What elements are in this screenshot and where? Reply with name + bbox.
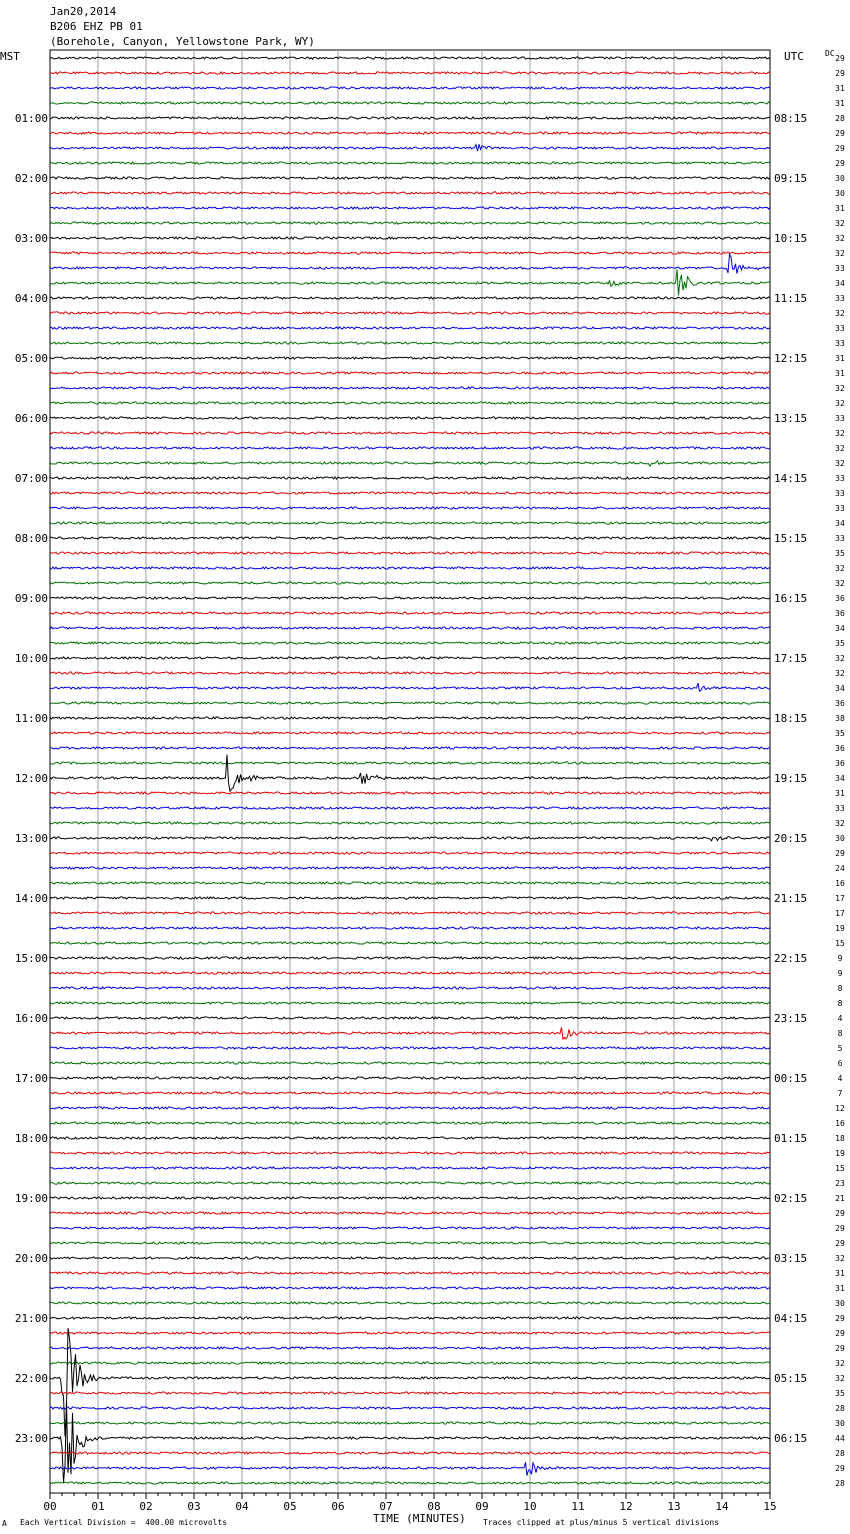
footer-division-note: Each Vertical Division = 400.00 microvolts [20, 1518, 228, 1527]
x-tick-label: 03 [187, 1500, 201, 1513]
x-tick-label: 08 [427, 1500, 441, 1513]
trace-row-68 [50, 1077, 770, 1079]
dc-offset-label: 29 [835, 144, 845, 153]
mst-time-label: 20:00 [14, 1252, 48, 1265]
mst-time-label: 12:00 [14, 772, 48, 785]
x-tick-label: 04 [235, 1500, 249, 1513]
trace-row-14 [50, 254, 770, 273]
trace-row-55 [50, 882, 770, 884]
dc-offset-label: 31 [835, 99, 845, 108]
mst-time-label: 04:00 [14, 292, 48, 305]
mst-time-label: 05:00 [14, 352, 48, 365]
dc-offset-label: 36 [835, 609, 845, 618]
trace-row-88 [50, 1328, 770, 1436]
dc-offset-label: 33 [835, 324, 845, 333]
dc-offset-label: 32 [835, 579, 845, 588]
footer-mark: A [2, 1519, 7, 1528]
trace-row-25 [50, 432, 770, 434]
trace-row-53 [50, 852, 770, 854]
utc-time-label: 20:15 [774, 832, 808, 845]
dc-offset-label: 33 [835, 489, 845, 498]
dc-offset-label: 31 [835, 204, 845, 213]
x-tick-label: 07 [379, 1500, 393, 1513]
trace-row-36 [50, 597, 770, 599]
dc-offset-label: 33 [835, 339, 845, 348]
trace-row-60 [50, 957, 770, 959]
mst-time-label: 13:00 [14, 832, 48, 845]
dc-offset-label: 35 [835, 1389, 845, 1398]
trace-row-71 [50, 1122, 770, 1124]
trace-row-85 [50, 1332, 770, 1334]
trace-row-93 [50, 1452, 770, 1454]
mst-time-label: 07:00 [14, 472, 48, 485]
trace-row-15 [50, 269, 770, 295]
trace-row-42 [50, 683, 770, 691]
trace-row-40 [50, 657, 770, 659]
dc-offset-label: 32 [835, 459, 845, 468]
dc-offset-label: 29 [835, 69, 845, 78]
trace-row-43 [50, 702, 770, 704]
dc-offset-label: 30 [835, 174, 845, 183]
dc-offset-label: 35 [835, 639, 845, 648]
trace-row-82 [50, 1287, 770, 1289]
trace-row-44 [50, 717, 770, 719]
trace-row-13 [50, 252, 770, 254]
dc-offset-label: 29 [835, 159, 845, 168]
x-tick-label: 11 [571, 1500, 585, 1513]
utc-time-label: 15:15 [774, 532, 808, 545]
dc-offset-label: 33 [835, 504, 845, 513]
mst-time-label: 09:00 [14, 592, 48, 605]
trace-row-72 [50, 1137, 770, 1139]
utc-time-label: 05:15 [774, 1372, 808, 1385]
dc-offset-label: 32 [835, 669, 845, 678]
dc-offset-label: 28 [835, 1404, 845, 1413]
dc-offset-label: 34 [835, 519, 845, 528]
mst-time-label: 21:00 [14, 1312, 48, 1325]
trace-row-84 [50, 1317, 770, 1319]
dc-offset-label: 34 [835, 279, 845, 288]
dc-offset-label: 35 [835, 549, 845, 558]
trace-row-5 [50, 132, 770, 134]
trace-row-6 [50, 144, 770, 151]
dc-offset-label: 32 [835, 399, 845, 408]
trace-row-3 [50, 102, 770, 104]
trace-row-41 [50, 672, 770, 674]
trace-row-87 [50, 1362, 770, 1364]
x-tick-label: 09 [475, 1500, 489, 1513]
trace-row-19 [50, 342, 770, 344]
trace-row-57 [50, 912, 770, 914]
dc-offset-label: 19 [835, 1149, 845, 1158]
trace-row-47 [50, 762, 770, 764]
x-tick-label: 06 [331, 1500, 345, 1513]
mst-time-label: 22:00 [14, 1372, 48, 1385]
mst-time-label: 14:00 [14, 892, 48, 905]
dc-offset-label: 31 [835, 369, 845, 378]
mst-time-label: 23:00 [14, 1432, 48, 1445]
dc-offset-label: 5 [837, 1044, 843, 1053]
trace-row-38 [50, 627, 770, 629]
mst-time-label: 02:00 [14, 172, 48, 185]
dc-offset-label: 32 [835, 249, 845, 258]
trace-row-76 [50, 1197, 770, 1199]
trace-row-10 [50, 207, 770, 209]
utc-time-label: 01:15 [774, 1132, 808, 1145]
footer-clip-note: Traces clipped at plus/minus 5 vertical divisions [483, 1518, 720, 1527]
trace-row-52 [50, 837, 770, 841]
mst-time-label: 01:00 [14, 112, 48, 125]
dc-offset-label: 33 [835, 414, 845, 423]
x-tick-label: 02 [139, 1500, 153, 1513]
dc-label: DC [825, 49, 835, 58]
utc-time-label: 17:15 [774, 652, 808, 665]
trace-row-51 [50, 822, 770, 824]
trace-row-0 [50, 57, 770, 59]
dc-offset-label: 36 [835, 759, 845, 768]
dc-offset-label: 32 [835, 1374, 845, 1383]
dc-offset-label: 16 [835, 879, 845, 888]
dc-offset-label: 8 [837, 999, 843, 1008]
trace-row-73 [50, 1152, 770, 1154]
dc-offset-label: 32 [835, 819, 845, 828]
dc-offset-label: 29 [835, 1224, 845, 1233]
utc-time-label: 09:15 [774, 172, 808, 185]
trace-row-83 [50, 1302, 770, 1304]
x-tick-label: 14 [715, 1500, 729, 1513]
dc-offset-label: 32 [835, 309, 845, 318]
utc-time-label: 21:15 [774, 892, 808, 905]
trace-row-56 [50, 897, 770, 899]
dc-offset-label: 36 [835, 699, 845, 708]
dc-offset-label: 30 [835, 1299, 845, 1308]
trace-row-81 [50, 1272, 770, 1274]
dc-offset-label: 31 [835, 354, 845, 363]
dc-offset-label: 35 [835, 729, 845, 738]
dc-offset-label: 23 [835, 1179, 845, 1188]
dc-offset-label: 34 [835, 774, 845, 783]
trace-row-79 [50, 1242, 770, 1244]
mst-time-label: 16:00 [14, 1012, 48, 1025]
trace-row-46 [50, 747, 770, 749]
dc-offset-label: 32 [835, 429, 845, 438]
trace-row-27 [50, 461, 770, 466]
utc-time-label: 14:15 [774, 472, 808, 485]
dc-offset-label: 32 [835, 444, 845, 453]
trace-row-11 [50, 222, 770, 224]
dc-offset-label: 28 [835, 114, 845, 123]
trace-row-63 [50, 1002, 770, 1004]
trace-row-16 [50, 297, 770, 299]
dc-offset-label: 7 [837, 1089, 843, 1098]
trace-row-65 [50, 1028, 770, 1040]
trace-row-45 [50, 732, 770, 734]
dc-offset-label: 38 [835, 714, 845, 723]
dc-offset-label: 31 [835, 789, 845, 798]
dc-offset-label: 29 [835, 1329, 845, 1338]
utc-time-label: 00:15 [774, 1072, 808, 1085]
dc-offset-label: 33 [835, 534, 845, 543]
utc-time-label: 03:15 [774, 1252, 808, 1265]
mst-time-label: 18:00 [14, 1132, 48, 1145]
mst-time-label: 19:00 [14, 1192, 48, 1205]
trace-row-69 [50, 1092, 770, 1094]
dc-offset-label: 33 [835, 294, 845, 303]
x-tick-label: 12 [619, 1500, 633, 1513]
trace-row-78 [50, 1227, 770, 1229]
trace-row-28 [50, 477, 770, 479]
trace-row-2 [50, 87, 770, 89]
trace-row-17 [50, 312, 770, 314]
trace-row-66 [50, 1047, 770, 1049]
dc-offset-label: 32 [835, 384, 845, 393]
dc-offset-label: 30 [835, 189, 845, 198]
dc-offset-label: 29 [835, 54, 845, 63]
dc-offset-label: 29 [835, 1209, 845, 1218]
trace-row-95 [50, 1482, 770, 1484]
trace-row-20 [50, 357, 770, 359]
dc-offset-label: 36 [835, 594, 845, 603]
dc-offset-label: 17 [835, 909, 845, 918]
trace-row-77 [50, 1212, 770, 1214]
dc-offset-label: 4 [837, 1074, 843, 1083]
dc-offset-label: 32 [835, 564, 845, 573]
dc-offset-label: 31 [835, 1284, 845, 1293]
dc-offset-label: 32 [835, 234, 845, 243]
trace-row-1 [50, 72, 770, 74]
trace-row-9 [50, 192, 770, 194]
trace-row-67 [50, 1062, 770, 1064]
trace-row-33 [50, 552, 770, 554]
dc-offset-label: 19 [835, 924, 845, 933]
trace-row-21 [50, 372, 770, 374]
trace-row-48 [50, 755, 770, 792]
utc-time-label: 22:15 [774, 952, 808, 965]
x-axis-label: TIME (MINUTES) [373, 1512, 466, 1525]
dc-offset-label: 29 [835, 849, 845, 858]
dc-offset-label: 31 [835, 84, 845, 93]
dc-offset-label: 30 [835, 1419, 845, 1428]
mst-time-label: 17:00 [14, 1072, 48, 1085]
trace-row-80 [50, 1257, 770, 1259]
header-location: (Borehole, Canyon, Yellowstone Park, WY) [50, 35, 315, 48]
trace-row-24 [50, 417, 770, 419]
dc-offset-label: 36 [835, 744, 845, 753]
dc-offset-label: 29 [835, 1239, 845, 1248]
dc-offset-label: 28 [835, 1449, 845, 1458]
utc-time-label: 16:15 [774, 592, 808, 605]
trace-row-35 [50, 582, 770, 584]
trace-row-30 [50, 507, 770, 509]
trace-row-90 [50, 1407, 770, 1409]
dc-offset-label: 28 [835, 1479, 845, 1488]
trace-row-18 [50, 327, 770, 329]
dc-offset-label: 8 [837, 984, 843, 993]
dc-offset-label: 17 [835, 894, 845, 903]
dc-offset-label: 29 [835, 1314, 845, 1323]
x-tick-label: 15 [763, 1500, 777, 1513]
dc-offset-label: 9 [837, 954, 843, 963]
trace-row-74 [50, 1167, 770, 1169]
header-station: B206 EHZ PB 01 [50, 20, 143, 33]
trace-row-8 [50, 177, 770, 179]
dc-offset-label: 21 [835, 1194, 845, 1203]
mst-time-label: 10:00 [14, 652, 48, 665]
mst-time-label: 06:00 [14, 412, 48, 425]
x-tick-label: 05 [283, 1500, 297, 1513]
trace-row-91 [50, 1422, 770, 1424]
dc-offset-label: 33 [835, 804, 845, 813]
mst-time-label: 15:00 [14, 952, 48, 965]
trace-row-75 [50, 1182, 770, 1184]
trace-row-37 [50, 612, 770, 614]
trace-row-92 [50, 1401, 770, 1482]
plot-frame [50, 50, 770, 1493]
dc-offset-label: 18 [835, 1134, 845, 1143]
trace-row-39 [50, 642, 770, 644]
trace-row-50 [50, 807, 770, 809]
dc-offset-label: 33 [835, 264, 845, 273]
dc-offset-label: 29 [835, 1344, 845, 1353]
dc-offset-label: 34 [835, 624, 845, 633]
dc-offset-label: 15 [835, 1164, 845, 1173]
utc-time-label: 04:15 [774, 1312, 808, 1325]
utc-time-label: 10:15 [774, 232, 808, 245]
utc-time-label: 19:15 [774, 772, 808, 785]
dc-offset-label: 31 [835, 1269, 845, 1278]
trace-row-34 [50, 567, 770, 569]
dc-offset-label: 30 [835, 834, 845, 843]
mst-time-label: 08:00 [14, 532, 48, 545]
header-date: Jan20,2014 [50, 5, 117, 18]
dc-offset-label: 33 [835, 474, 845, 483]
dc-offset-label: 6 [837, 1059, 843, 1068]
dc-offset-label: 29 [835, 129, 845, 138]
dc-offset-label: 15 [835, 939, 845, 948]
dc-offset-label: 24 [835, 864, 845, 873]
utc-time-label: 18:15 [774, 712, 808, 725]
utc-time-label: 11:15 [774, 292, 808, 305]
trace-row-86 [50, 1347, 770, 1349]
trace-row-59 [50, 942, 770, 944]
dc-offset-label: 29 [835, 1464, 845, 1473]
x-tick-label: 00 [43, 1500, 57, 1513]
dc-offset-label: 32 [835, 1359, 845, 1368]
x-tick-label: 13 [667, 1500, 681, 1513]
dc-offset-label: 32 [835, 654, 845, 663]
trace-row-7 [50, 162, 770, 164]
x-tick-label: 10 [523, 1500, 537, 1513]
dc-offset-label: 44 [835, 1434, 845, 1443]
dc-offset-label: 8 [837, 1029, 843, 1038]
utc-label: UTC [784, 50, 804, 63]
dc-offset-label: 9 [837, 969, 843, 978]
mst-time-label: 11:00 [14, 712, 48, 725]
trace-row-58 [50, 927, 770, 929]
utc-time-label: 12:15 [774, 352, 808, 365]
trace-row-62 [50, 987, 770, 989]
dc-offset-label: 32 [835, 219, 845, 228]
trace-row-29 [50, 492, 770, 494]
dc-offset-label: 16 [835, 1119, 845, 1128]
mst-label: MST [0, 50, 20, 63]
utc-time-label: 06:15 [774, 1432, 808, 1445]
utc-time-label: 13:15 [774, 412, 808, 425]
dc-offset-label: 4 [837, 1014, 843, 1023]
trace-row-49 [50, 792, 770, 794]
trace-row-89 [50, 1392, 770, 1394]
mst-time-label: 03:00 [14, 232, 48, 245]
utc-time-label: 08:15 [774, 112, 808, 125]
trace-row-23 [50, 402, 770, 404]
utc-time-label: 23:15 [774, 1012, 808, 1025]
trace-row-31 [50, 522, 770, 524]
x-tick-label: 01 [91, 1500, 105, 1513]
trace-row-94 [50, 1462, 770, 1475]
trace-row-70 [50, 1107, 770, 1109]
dc-offset-label: 12 [835, 1104, 845, 1113]
trace-row-61 [50, 972, 770, 974]
trace-row-54 [50, 867, 770, 869]
trace-row-4 [50, 117, 770, 119]
trace-row-64 [50, 1017, 770, 1019]
dc-offset-label: 32 [835, 1254, 845, 1263]
trace-row-12 [50, 237, 770, 239]
trace-row-32 [50, 537, 770, 539]
trace-row-26 [50, 447, 770, 449]
utc-time-label: 02:15 [774, 1192, 808, 1205]
trace-row-22 [50, 387, 770, 389]
dc-offset-label: 34 [835, 684, 845, 693]
